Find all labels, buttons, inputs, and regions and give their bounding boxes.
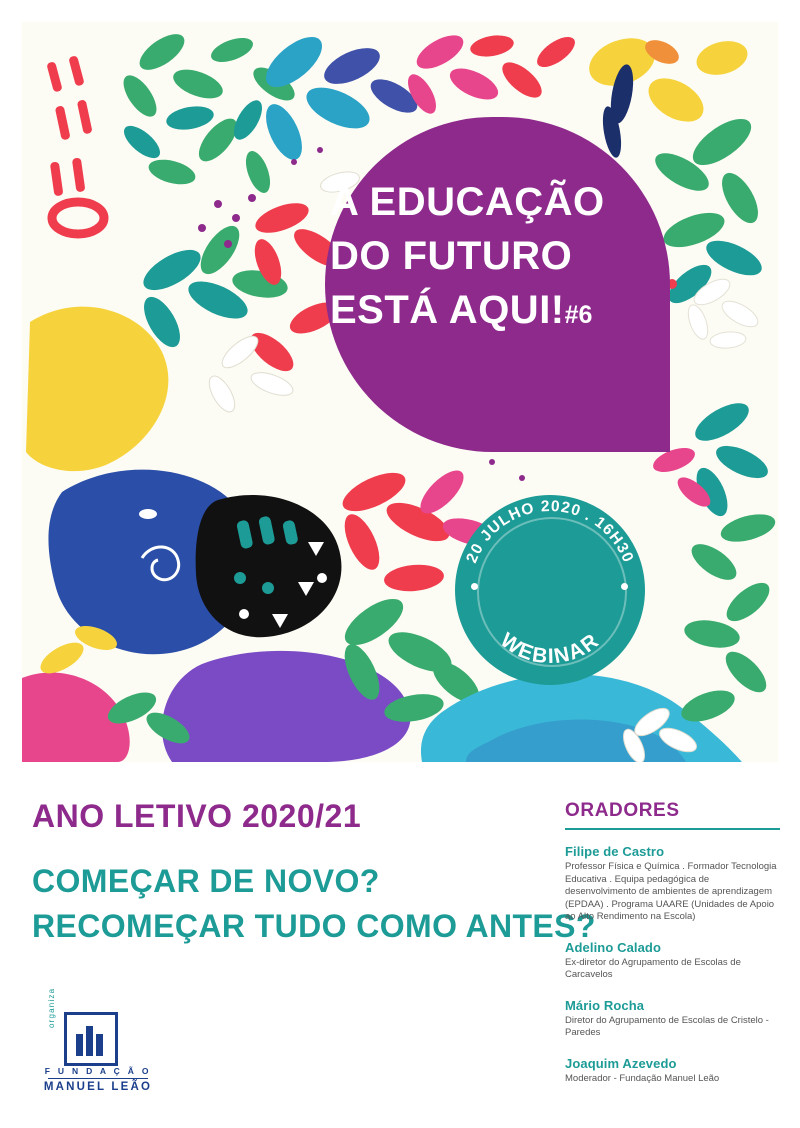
- speaker-role: Ex-diretor do Agrupamento de Escolas de Carcavelos: [565, 956, 741, 980]
- logo-divider: [48, 1078, 148, 1079]
- headline-block: [32, 798, 596, 953]
- organizer-label: organiza: [47, 987, 56, 1028]
- speaker-item: [565, 998, 780, 1040]
- logo-line-2: MANUEL LEÃO: [43, 1081, 153, 1093]
- title-line-2: DO FUTURO: [330, 234, 573, 278]
- logo-line-1: F U N D A Ç Ã O: [44, 1066, 152, 1076]
- badge-format-text: WEBINAR: [496, 628, 604, 669]
- webinar-badge: [455, 495, 645, 685]
- speakers-heading: ORADORES: [565, 800, 680, 821]
- artwork-illustration: [22, 22, 778, 762]
- poster-title: [330, 175, 660, 342]
- logo-bar-3: [96, 1034, 103, 1056]
- school-year-heading: ANO LETIVO 2020/21: [32, 798, 362, 834]
- speaker-role: Professor Física e Química . Formador Tecnologia Educativa . Equipa pedagógica de desenvolvimento de ambientes de aprendizagem (EPDAA) . Programa UAARE (Unidades de Apoio ao Alto Rendimento na Escola): [565, 861, 777, 922]
- organizer-logo: [38, 987, 178, 1093]
- logo-wordmark: [38, 1066, 158, 1093]
- question-line-1: COMEÇAR DE NOVO?: [32, 863, 380, 899]
- bottom-section: [0, 762, 800, 1128]
- speaker-name: Filipe de Castro: [565, 844, 665, 859]
- logo-bar-2: [86, 1026, 93, 1056]
- speaker-item: [565, 1056, 780, 1086]
- speaker-name: Mário Rocha: [565, 997, 645, 1013]
- webinar-badge-text: [455, 495, 645, 685]
- speaker-name: Adelino Calado: [565, 939, 662, 955]
- title-line-3: ESTÁ AQUI!#6: [330, 288, 593, 332]
- logo-bar-1: [76, 1034, 83, 1056]
- speaker-item: [565, 940, 780, 982]
- edition-number: #6: [564, 301, 593, 329]
- speaker-role: Moderador - Fundação Manuel Leão: [565, 1072, 720, 1084]
- speaker-item: [565, 844, 780, 924]
- speaker-role: Diretor do Agrupamento de Escolas de Cristelo - Paredes: [565, 1014, 769, 1038]
- title-line-1: A EDUCAÇÃO: [330, 180, 605, 224]
- logo-mark-icon: [64, 1012, 118, 1066]
- speaker-name: Joaquim Azevedo: [565, 1055, 677, 1071]
- speakers-divider: [565, 828, 780, 830]
- question-line-2: RECOMEÇAR TUDO COMO ANTES?: [32, 908, 596, 944]
- speakers-section: [565, 800, 780, 1101]
- badge-date-text: 20 JULHO 2020 . 16H30: [463, 497, 637, 566]
